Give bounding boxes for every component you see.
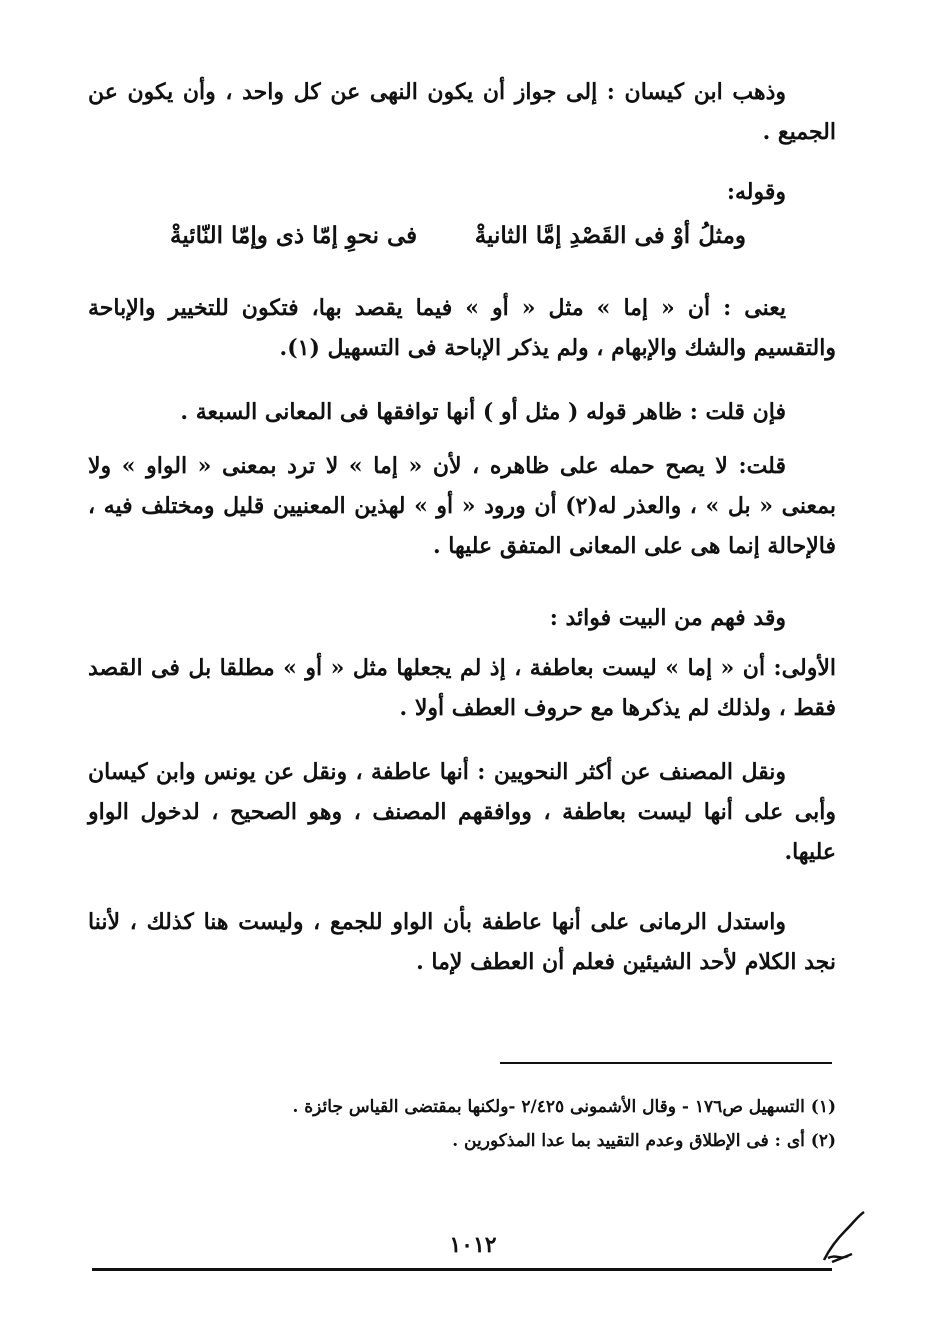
paragraph-6: وقد فهم من البيت فوائد : (549, 605, 786, 631)
paragraph-9: واستدل الرمانى على أنها عاطفة بأن الواو للجمع ، وليست هنا كذلك ، لأننا نجد الكلام لأحد الشيئين فعلم أن العطف لإما . (88, 909, 836, 975)
paragraph-fa-in-qulta (88, 392, 836, 432)
paragraph-yani (88, 288, 836, 368)
bottom-divider (92, 1268, 832, 1271)
footnote-divider (500, 1062, 832, 1064)
paragraph-ibn-kaysan (88, 72, 836, 152)
poem-verse (170, 222, 746, 249)
paragraph-1: وذهب ابن كيسان : إلى جواز أن يكون النهى عن كل واحد ، وأن يكون عن الجميع . (88, 79, 836, 145)
footnotes (150, 1090, 836, 1158)
paragraph-3: يعنى : أن « إما » مثل « أو » فيما يقصد بها، فتكون للتخيير والإباحة والتقسيم والشك والإبهام ، ولم يذكر الإباحة فى التسهيل (١). (88, 295, 836, 361)
paragraph-istadalla (88, 902, 836, 982)
paragraph-4: فإن قلت : ظاهر قوله ( مثل أو ) أنها توافقها فى المعانى السبعة . (180, 399, 786, 425)
paragraph-7: الأولى: أن « إما » ليست بعاطفة ، إذ لم يجعلها مثل « أو » مطلقا بل فى القصد فقط ، ولذلك لم يذكرها مع حروف العطف أولا . (88, 655, 836, 721)
page-number: ١٠١٢ (449, 1232, 497, 1258)
paragraph-naql (88, 752, 836, 872)
footnote-1: (١) التسهيل ص١٧٦ - وقال الأشمونى ٢/٤٢٥ -ولكنها بمقتضى القياس جائزة . (292, 1097, 836, 1117)
footnote-2: (٢) أى : فى الإطلاق وعدم التقييد بما عدا المذكورين . (452, 1131, 836, 1151)
verse-first-hemistich: ومثلُ أوْ فى القَصْدِ إمَّا الثانيةْ (474, 222, 746, 249)
paragraph-5: قلت: لا يصح حمله على ظاهره ، لأن « إما » لا ترد بمعنى « الواو » ولا بمعنى « بل » ، والعذر له(٢) أن ورود « أو » لهذين المعنيين قليل ومختلف فيه ، فالإحالة إنما هى على المعانى المتفق عليها . (88, 453, 836, 559)
paragraph-qultu (88, 446, 836, 566)
verse-second-hemistich: فى نحوِ إمّا ذى وإمّا النّائيةْ (170, 222, 418, 249)
paragraph-8: ونقل المصنف عن أكثر النحويين : أنها عاطفة ، ونقل عن يونس وابن كيسان وأبى على أنها ليست بعاطفة ، ووافقهم المصنف ، وهو الصحيح ، لدخول الواو عليها. (88, 759, 836, 865)
paragraph-2: وقوله: (726, 179, 786, 205)
paragraph-al-ula (88, 648, 836, 728)
paragraph-qawluhu (88, 172, 836, 212)
paragraph-fawaid (88, 598, 836, 638)
